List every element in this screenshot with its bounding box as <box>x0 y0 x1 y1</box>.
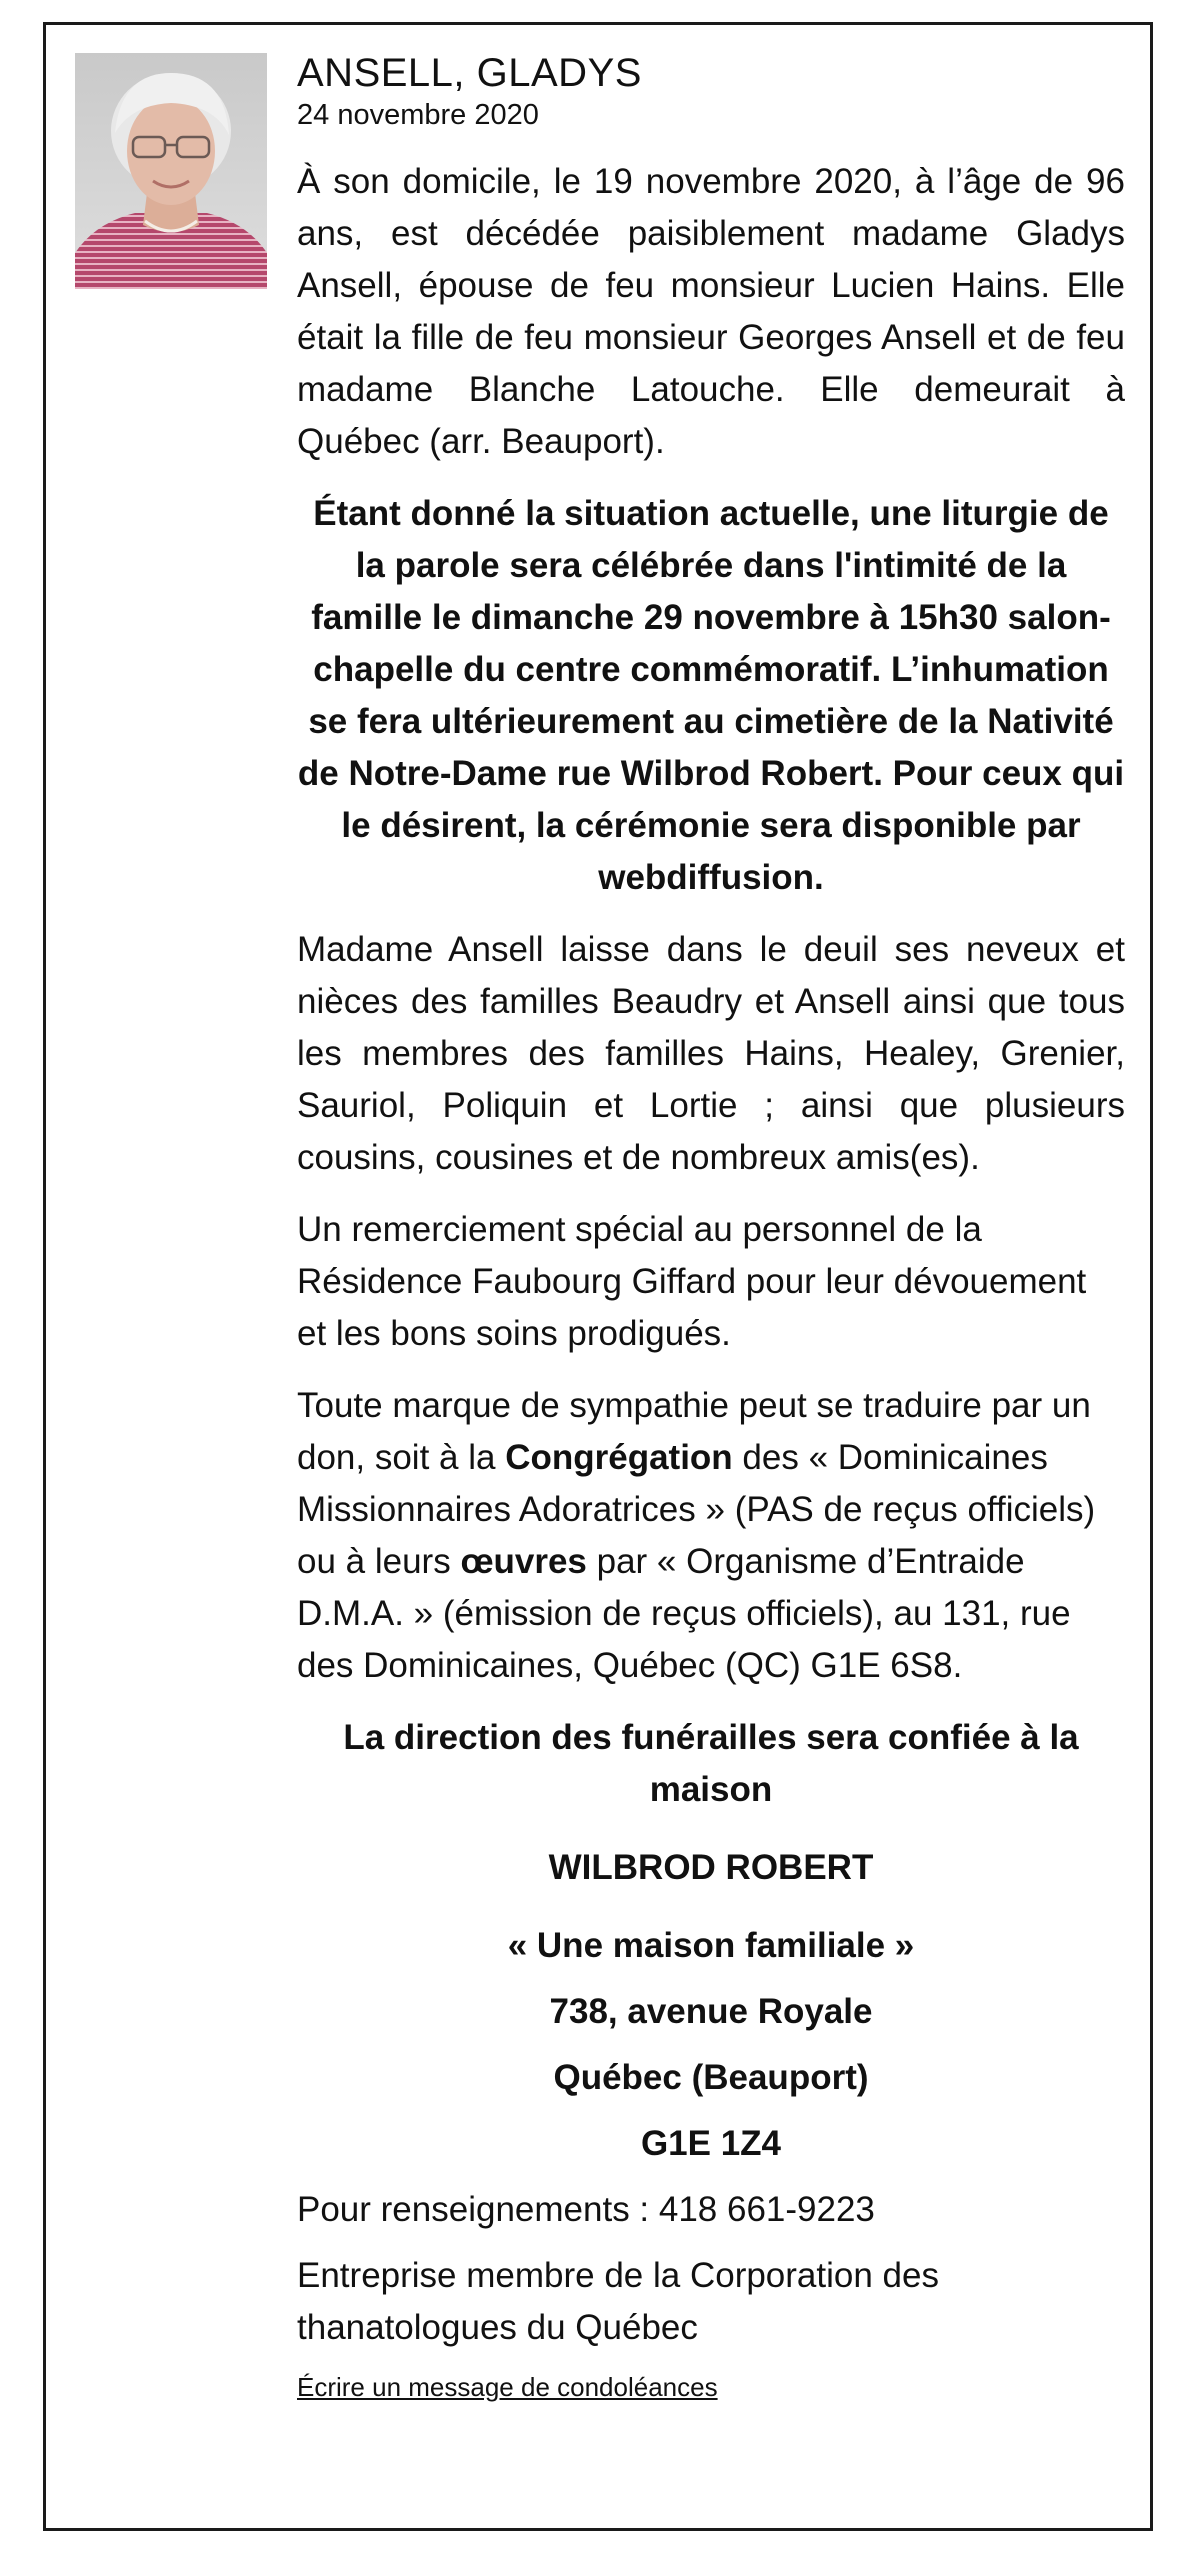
funeral-home-name: WILBROD ROBERT <box>548 1848 874 1887</box>
condolence-link[interactable]: Écrire un message de condoléances <box>297 2372 718 2402</box>
intro-paragraph: À son domicile, le 19 novembre 2020, à l’âge de 96 ans, est décédée paisiblement madame Gladys Ansell, épouse de feu monsieur Lucien Hains. Elle était la fille de feu monsieur Georges Ansell et de feu madame Blanche Latouche. Elle demeurait à Québec (arr. Beauport). <box>297 162 1125 461</box>
portrait-photo <box>75 53 267 289</box>
donation-text-3: par « Organisme d’Entraide D.M.A. » (émission de reçus officiels), au 131, rue des Dominicaines, Québec (QC) G1E 6S8. <box>297 1542 1071 1685</box>
thanks-paragraph: Un remerciement spécial au personnel de la Résidence Faubourg Giffard pour leur dévouement et les bons soins prodigués. <box>297 1210 1087 1353</box>
funeral-direction: La direction des funérailles sera confiée à la maison <box>343 1718 1079 1809</box>
donation-paragraph <box>297 1380 1125 1692</box>
donation-text-1: Toute marque de sympathie peut se traduire par un don, soit à la <box>297 1386 1091 1477</box>
info-phone: Pour renseignements : 418 661-9223 <box>297 2190 875 2229</box>
membership-note: Entreprise membre de la Corporation des thanatologues du Québec <box>297 2256 939 2347</box>
funeral-home-postal-code: G1E 1Z4 <box>640 2124 782 2163</box>
funeral-home-slogan: « Une maison familiale » <box>507 1926 915 1965</box>
portrait-image-icon <box>75 53 267 289</box>
ceremony-paragraph: Étant donné la situation actuelle, une liturgie de la parole sera célébrée dans l'intimité de la famille le dimanche 29 novembre à 15h30 salon-chapelle du centre commémoratif. L’inhumation se fera ultérieurement au cimetière de la Nativité de Notre-Dame rue Wilbrod Robert. Pour ceux qui le désirent, la cérémonie sera disponible par webdiffusion. <box>297 494 1125 897</box>
funeral-home-city: Québec (Beauport) <box>553 2058 869 2097</box>
donation-bold-1: Congrégation <box>505 1438 733 1477</box>
donation-bold-2: œuvres <box>460 1542 587 1581</box>
publication-date: 24 novembre 2020 <box>297 99 539 131</box>
deceased-name: ANSELL, GLADYS <box>297 51 642 95</box>
obituary-content <box>297 50 1125 2402</box>
survivors-paragraph: Madame Ansell laisse dans le deuil ses neveux et nièces des familles Beaudry et Ansell ainsi que tous les membres des familles Hains, Healey, Grenier, Sauriol, Poliquin et Lortie ; ainsi que plusieurs cousins, cousines et de nombreux amis(es). <box>297 930 1125 1177</box>
funeral-home-street: 738, avenue Royale <box>549 1992 873 2031</box>
donation-text-2: des « Dominicaines Missionnaires Adoratrices » (PAS de reçus officiels) ou à leurs <box>297 1438 1096 1581</box>
